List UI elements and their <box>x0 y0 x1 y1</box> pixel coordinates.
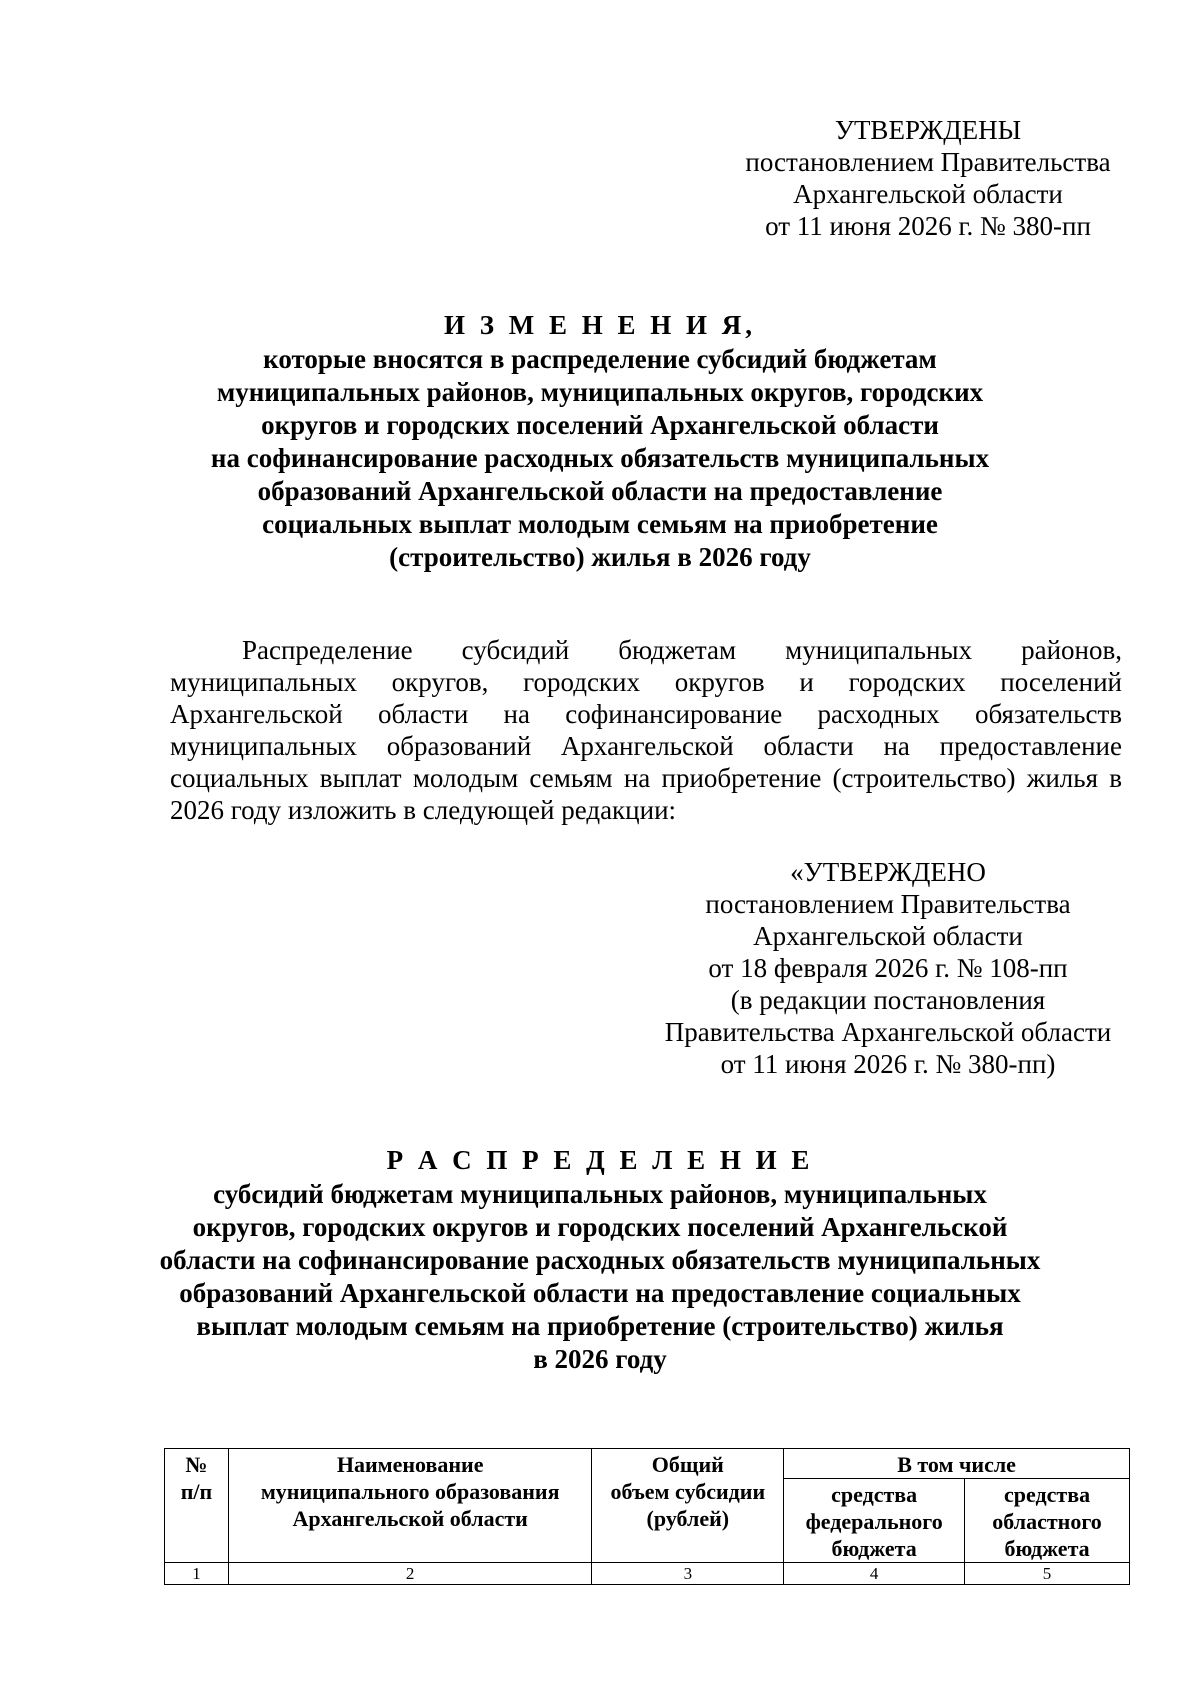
index-cell: 4 <box>784 1563 965 1585</box>
table-index-row <box>165 1563 1130 1585</box>
changes-title-line: которые вносятся в распределение субсидий бюджетам <box>263 344 937 374</box>
changes-title-line: округов и городских поселений Архангельской области <box>261 410 939 440</box>
distribution-title-line: выплат молодым семьям на приобретение (строительство) жилья <box>196 1311 1004 1341</box>
changes-title-line: на софинансирование расходных обязательств муниципальных <box>210 443 990 473</box>
approval-line: «УТВЕРЖДЕНО <box>790 857 986 887</box>
distribution-title-line: образований Архангельской области на предоставление социальных <box>179 1278 1021 1308</box>
header-federal: средства федерального бюджета <box>784 1479 965 1563</box>
index-cell: 5 <box>965 1563 1130 1585</box>
approval-line: от 11 июня 2026 г. № 380-пп <box>765 211 1091 241</box>
distribution-heading: Р А С П Р Е Д Е Л Е Н И Е <box>386 1145 814 1175</box>
approval-line: от 11 июня 2026 г. № 380-пп) <box>720 1049 1056 1079</box>
approval-line: Архангельской области <box>793 179 1063 209</box>
distribution-title-line: субсидий бюджетам муниципальных районов, муниципальных <box>213 1179 987 1209</box>
header-including: В том числе <box>784 1449 1130 1479</box>
changes-title <box>150 309 1050 574</box>
distribution-title-line: округов, городских округов и городских поселений Архангельской <box>192 1212 1008 1242</box>
distribution-title-line: области на софинансирование расходных обязательств муниципальных <box>159 1245 1041 1275</box>
approval-line: Правительства Архангельской области <box>664 1017 1112 1047</box>
approval-line: Архангельской области <box>753 921 1023 951</box>
approval-title: УТВЕРЖДЕНЫ <box>834 115 1022 145</box>
distribution-table <box>164 1448 1130 1585</box>
header-municipality: Наименование муниципального образования Архангельской области <box>228 1449 592 1563</box>
approval-stamp-top <box>718 114 1138 242</box>
approval-stamp-quoted <box>643 856 1133 1080</box>
body-paragraph: Распределение субсидий бюджетам муниципальных районов, муниципальных округов, городских округов и городских поселений Архангельской области на софинансирование расходных обязательств муниципальных образований Архангельской области на предоставление социальных выплат молодым семьям на приобретение (строительство) жилья в 2026 году изложить в следующей редакции: <box>170 635 1122 825</box>
header-regional: средства областного бюджета <box>965 1479 1130 1563</box>
changes-title-line: социальных выплат молодым семьям на приобретение <box>262 509 938 539</box>
changes-title-line: образований Архангельской области на предоставление <box>257 476 943 506</box>
changes-title-line: муниципальных районов, муниципальных округов, городских <box>216 377 984 407</box>
index-cell: 1 <box>165 1563 229 1585</box>
approval-line: постановлением Правительства <box>745 147 1111 177</box>
distribution-title-line: в 2026 году <box>533 1344 667 1374</box>
header-number: № п/п <box>165 1449 229 1563</box>
changes-heading: И З М Е Н Е Н И Я, <box>443 310 756 340</box>
changes-title-line: (строительство) жилья в 2026 году <box>389 542 811 572</box>
distribution-title <box>120 1144 1080 1376</box>
header-total: Общий объем субсидии (рублей) <box>592 1449 784 1563</box>
index-cell: 3 <box>592 1563 784 1585</box>
approval-line: постановлением Правительства <box>705 889 1071 919</box>
approval-line: (в редакции постановления <box>730 985 1046 1015</box>
table-header-row <box>165 1449 1130 1479</box>
approval-line: от 18 февраля 2026 г. № 108-пп <box>708 953 1068 983</box>
index-cell: 2 <box>228 1563 592 1585</box>
